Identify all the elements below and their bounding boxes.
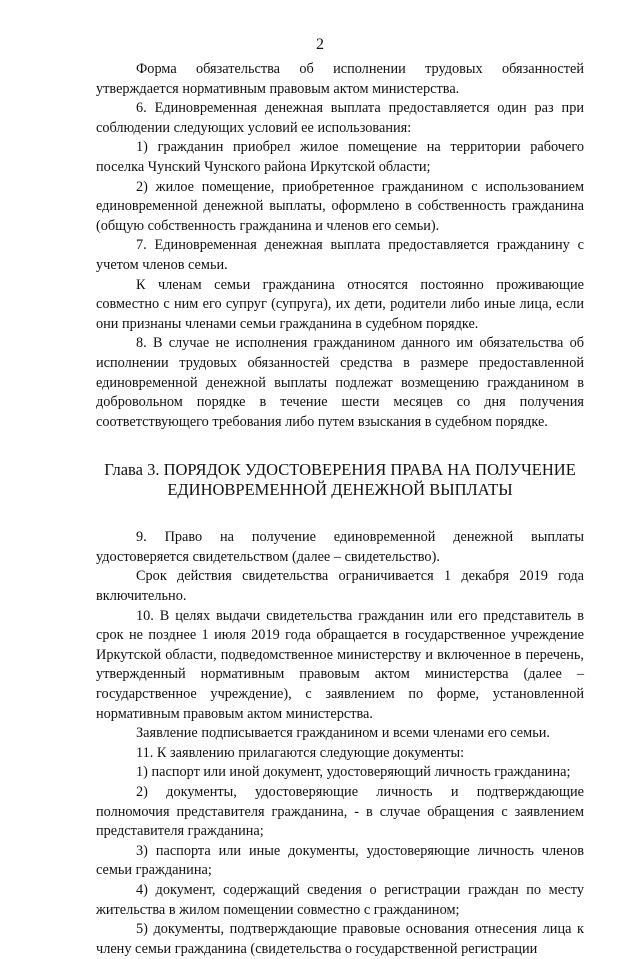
document-body: [96, 60, 584, 959]
paragraph-signature: Заявление подписывается гражданином и всеми членами его семьи.: [136, 725, 550, 742]
paragraph-validity: Срок действия свидетельства ограничивается 1 декабря 2019 года включительно.: [96, 568, 584, 605]
paragraph-item-11-3: 3) паспорта или иные документы, удостоверяющие личность членов семьи гражданина;: [96, 842, 584, 879]
paragraph-item-11: 11. К заявлению прилагаются следующие документы:: [136, 744, 465, 761]
paragraph-item-6-2: 2) жилое помещение, приобретенное гражданином с использованием единовременной денежной выплаты, оформлено в собственность гражданина (общую собственность гражданина и членов его семьи).: [96, 178, 584, 234]
page-number: 2: [316, 36, 324, 53]
chapter-heading: [96, 460, 584, 500]
paragraph-item-11-5: 5) документы, подтверждающие правовые основания отнесения лица к члену семьи гражданина (свидетельства о государственной регистрации: [96, 921, 584, 957]
paragraph-item-11-2: 2) документы, удостоверяющие личность и подтверждающие полномочия представителя гражданина, - в случае обращения с заявлением представителя гражданина;: [96, 784, 584, 840]
paragraph: Форма обязательства об исполнении трудовых обязанностей утверждается нормативным правовым актом министерства.: [96, 61, 584, 97]
paragraph-item-8: 8. В случае не исполнения гражданином данного им обязательства об исполнении трудовых обязанностей средства в размере предоставленной единовременной денежной выплаты подлежат возмещению гражданином в добровольном порядке в течение шести месяцев со дня получения соответствующего требования либо путем взыскания в судебном порядке.: [96, 335, 584, 430]
paragraph-item-11-4: 4) документ, содержащий сведения о регистрации граждан по месту жительства в жилом помещении совместно с гражданином;: [96, 881, 584, 918]
paragraph-item-9: 9. Право на получение единовременной денежной выплаты удостоверяется свидетельством (далее – свидетельство).: [96, 529, 584, 565]
paragraph-item-7: 7. Единовременная денежная выплата предоставляется гражданину с учетом членов семьи.: [96, 237, 584, 273]
paragraph-family-members: К членам семьи гражданина относятся постоянно проживающие совместно с ним его супруг (супруга), их дети, родители либо иные лица, если они признаны членами семьи гражданина в судебном порядке.: [96, 276, 584, 332]
paragraph-item-6-1: 1) гражданин приобрел жилое помещение на территории рабочего поселка Чунский Чунского района Иркутской области;: [96, 139, 584, 175]
paragraph-item-10: 10. В целях выдачи свидетельства гражданин или его представитель в срок не позднее 1 июля 2019 года обращается в государственное учреждение Иркутской области, подведомственное министерству и включенное в перечень, утвержденный нормативным правовым актом министерства (далее – государственное учреждение), с заявлением по форме, установленной нормативным правовым актом министерства.: [96, 607, 584, 722]
paragraph-item-11-1: 1) паспорт или иной документ, удостоверяющий личность гражданина;: [136, 764, 571, 781]
paragraph-item-6: 6. Единовременная денежная выплата предоставляется один раз при соблюдении следующих условий ее использования:: [96, 100, 584, 136]
chapter-heading-line-1: Глава 3. ПОРЯДОК УДОСТОВЕРЕНИЯ ПРАВА НА ПОЛУЧЕНИЕ: [104, 460, 576, 480]
chapter-heading-line-2: ЕДИНОВРЕМЕННОЙ ДЕНЕЖНОЙ ВЫПЛАТЫ: [167, 480, 513, 500]
